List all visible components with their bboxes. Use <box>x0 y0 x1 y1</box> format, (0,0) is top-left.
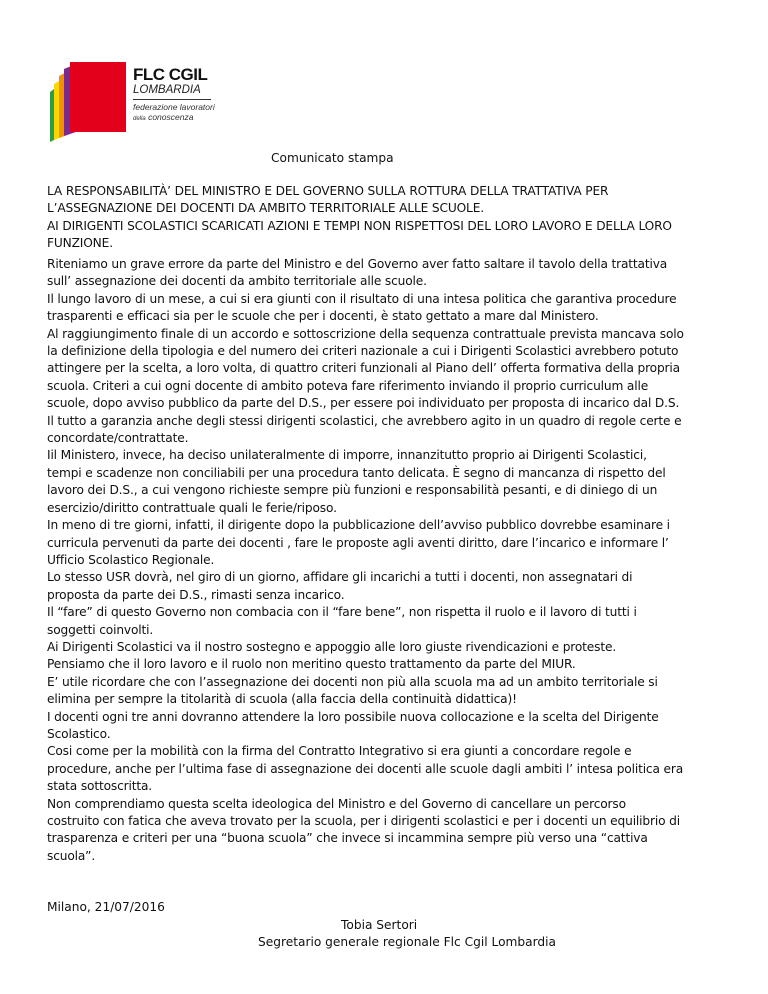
title-line: FUNZIONE. <box>47 236 113 251</box>
title-line: LA RESPONSABILITÀ’ DEL MINISTRO E DEL GOVERNO SULLA ROTTURA DELLA TRATTATIVA PER <box>47 184 609 198</box>
body-line: Riteniamo un grave errore da parte del Ministro e del Governo aver fatto saltare il tavolo della trattativa <box>47 257 668 271</box>
title-line: AI DIRIGENTI SCOLASTICI SCARICATI AZIONI E TEMPI NON RISPETTOSI DEL LORO LAVORO E DELLA LORO <box>47 218 672 233</box>
body-line: esercizio/diritto contrattuale quali le ferie/riposo. <box>47 500 337 515</box>
body-line: In meno di tre giorni, infatti, il dirigente dopo la pubblicazione dell’avviso pubblico dovrebbe esaminare i <box>47 518 670 533</box>
press-release-label: Comunicato stampa <box>271 151 394 165</box>
body-line: proposta da parte dei D.S., rimasti senza incarico. <box>47 587 345 602</box>
body-line: Cosi come per la mobilità con la firma del Contratto Integrativo si era giunti a concordare regole e <box>47 744 632 759</box>
body-line: costruito con fatica che aveva trovato per la scuola, per i dirigenti scolastici e per i docenti un equilibrio di <box>47 814 680 828</box>
logo-federation-line2 <box>133 112 223 124</box>
signatory-role: Segretario generale regionale Flc Cgil Lombardia <box>258 935 557 949</box>
body-line: concordate/contrattate. <box>47 431 189 446</box>
body-line: Pensiamo che il loro lavoro e il ruolo non meritino questo trattamento da parte del MIUR. <box>47 657 576 672</box>
body-line: Il “fare” di questo Governo non combacia con il “fare bene”, non rispetta il ruolo e il lavoro di tutti i <box>47 605 637 620</box>
body-line: scuole, dopo avviso pubblico da parte del D.S., per essere poi individuato per proposta di incarico dal D.S. <box>47 396 680 411</box>
body-line: Lo stesso USR dovrà, nel giro di un giorno, affidare gli incarichi a tutti i docenti, non assegnatari di <box>47 570 633 585</box>
body-line: procedure, anche per l’ultima fase di assegnazione dei docenti alle scuole dagli ambiti l’ intesa politica era <box>47 761 684 776</box>
body-line: trasparenti e efficaci sia per le scuole che per i docenti, è stato gettato a mare dal Ministero. <box>47 309 599 324</box>
press-release-title <box>47 183 723 253</box>
body-line: I docenti ogni tre anni dovranno attendere la loro possibile nuova collocazione e la scelta del Dirigente <box>47 709 659 724</box>
body-line: trasparenza e criteri per una “buona scuola” che invece si incammina sempre più verso una “cattiva <box>47 831 648 846</box>
body-line: Il tutto a garanzia anche degli stessi dirigenti scolastici, che avrebbero agito in un quadro di regole certe e <box>47 413 682 428</box>
flc-cgil-logo-icon <box>46 62 126 142</box>
body-line: curricula pervenuti da parte dei docenti , fare le proposte agli aventi diritto, dare l’incarico e informare l’ <box>47 535 669 550</box>
flc-cgil-logo <box>46 62 216 142</box>
body-line: lavoro dei D.S., a cui vengono richieste sempre più funzioni e responsabilità pesanti, e di diniego di un <box>47 483 658 498</box>
body-line: stata sottoscritta. <box>47 779 153 794</box>
body-line: Al raggiungimento finale di un accordo e sottoscrizione della sequenza contrattuale prevista mancava solo <box>47 326 684 341</box>
body-line: Ufficio Scolastico Regionale. <box>47 552 215 567</box>
body-line: Scolastico. <box>47 726 111 741</box>
body-line: Il lungo lavoro di un mese, a cui si era giunti con il risultato di una intesa politica che garantiva procedure <box>47 291 677 306</box>
body-line: scuola”. <box>47 848 96 863</box>
press-release-body <box>47 256 723 865</box>
logo-federation-line1: federazione lavoratori <box>133 102 215 112</box>
logo-text <box>133 66 223 124</box>
body-line: Ai Dirigenti Scolastici va il nostro sostegno e appoggio alle loro giuste rivendicazioni e proteste. <box>47 639 617 654</box>
body-line: E’ utile ricordare che con l’assegnazione dei docenti non più alla scuola ma ad un ambito territoriale si <box>47 674 658 689</box>
logo-name: FLC CGIL <box>133 65 208 84</box>
logo-region: LOMBARDIA <box>133 84 211 100</box>
body-line: tempi e scadenze non conciliabili per una procedura tanto delicata. È segno di mancanza di rispetto del <box>47 465 666 480</box>
body-line: sull’ assegnazione dei docenti da ambito territoriale alle scuole. <box>47 274 427 289</box>
body-line: scuola. Criteri a cui ogni docente di ambito poteva fare riferimento inviando il proprio curriculum alle <box>47 378 649 393</box>
signatory-name: Tobia Sertori <box>341 918 418 932</box>
logo-federation-small: della <box>133 116 146 122</box>
body-line: elimina per sempre la titolarità di scuola (alla faccia della continuità didattica)! <box>47 692 517 707</box>
body-line: soggetti coinvolti. <box>47 622 154 637</box>
body-line: attingere per la scelta, a loro volta, di quattro criteri funzionali al Piano dell’ offerta formativa della propria <box>47 361 680 376</box>
logo-federation-word: conoscenza <box>148 112 194 122</box>
release-date: Milano, 21/07/2016 <box>47 900 165 914</box>
body-line: la definizione della tipologia e del numero dei criteri nazionale a cui i Dirigenti Scolastici avrebbero potuto <box>47 344 679 359</box>
body-line: Iil Ministero, invece, ha deciso unilateralmente di imporre, innanzitutto proprio ai Dirigenti Scolastici, <box>47 448 647 463</box>
title-line: L’ASSEGNAZIONE DEI DOCENTI DA AMBITO TERRITORIALE ALLE SCUOLE. <box>47 201 484 216</box>
body-line: Non comprendiamo questa scelta ideologica del Ministro e del Governo di cancellare un percorso <box>47 796 626 811</box>
